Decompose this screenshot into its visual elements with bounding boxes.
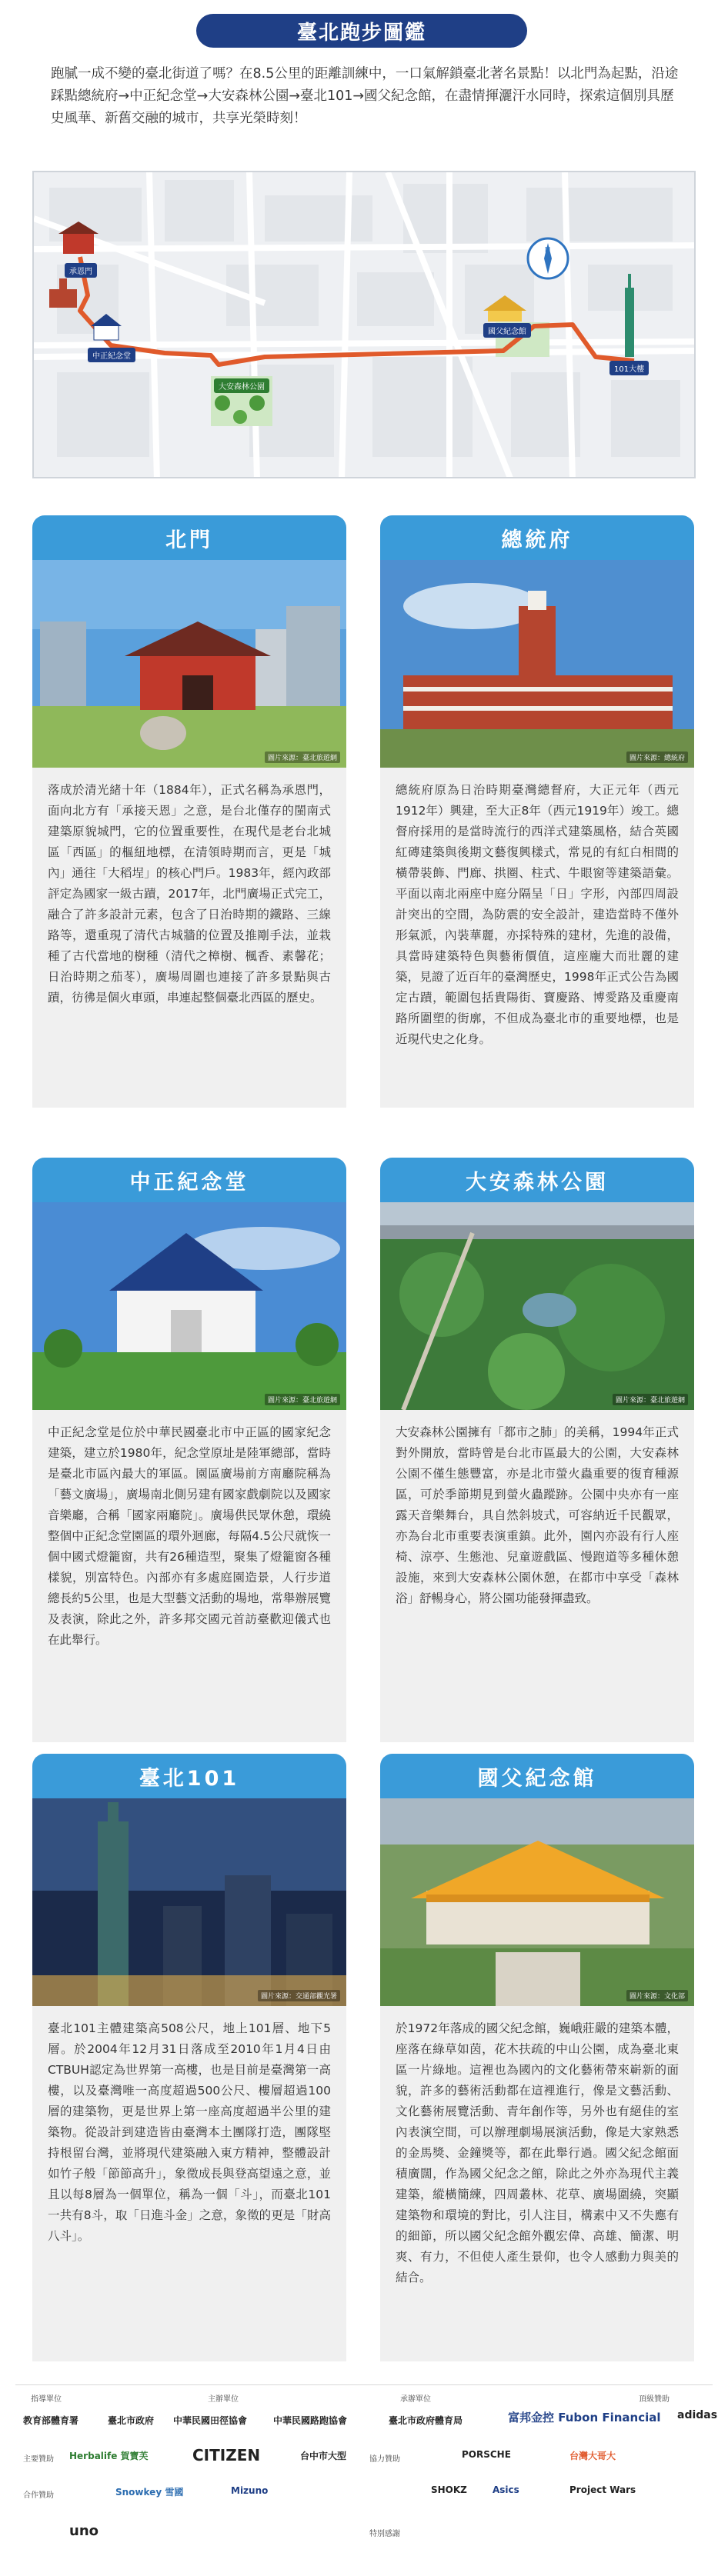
logo-sports-admin: 教育部體育署 xyxy=(23,2415,79,2426)
card-description: 大安森林公園擁有「都市之肺」的美稱，1994年正式對外開放，當時曾是台北市區最大的公園，大安森林公園不僅生態豐富，亦是北市螢火蟲重要的復育種源區，可於季節期見到螢火蟲蹤跡。公園中央亦有一座露天音樂舞台，具自然斜坡式，可容納近千民觀眾，亦為台北市重要表演重鎮。此外，園內亦設有行人座椅、涼亭、生態池、兒童遊戲區、慢跑道等多種休憩設施，來到大安森林公園休憩，在都市中享受「森林浴」舒暢身心，將公園功能發揮盡致。 xyxy=(396,1425,679,1605)
presidential-office-photo xyxy=(380,560,694,768)
logo-adidas: adidas xyxy=(677,2409,718,2421)
footer-label-thanks: 特別感謝 xyxy=(369,2530,400,2538)
logo-taipei-gov: 臺北市政府 xyxy=(108,2415,155,2426)
map-label-cks: 中正紀念堂 xyxy=(88,348,135,362)
card-description: 中正紀念堂是位於中華民國臺北市中正區的國家紀念建築，建立於1980年，紀念堂原址是陸軍總部，當時是臺北市區內最大的軍區。園區廣場前方南廳院稱為「藝文廣場」，廣場南北側另建有國家戲劇院以及國家音樂廳，合稱「國家兩廳院」。廣場供民眾休憩，環繞整個中正紀念堂園區的環外迴廊，每隔4.5公尺就恢一個中國式燈籠窗，共有26種造型，聚集了燈籠窗各種樣貌，別富特色。內部亦有多處庭園造景，人行步道總長約5公里，也是大型藝文活動的場地，常舉辦展覽及表演，除此之外，許多邦交國元首訪臺歡迎儀式也在此舉行。 xyxy=(48,1425,331,1647)
logo-shokz: SHOKZ xyxy=(431,2484,467,2495)
sun-yat-sen-memorial-photo xyxy=(380,1798,694,2006)
svg-text:N: N xyxy=(545,246,551,255)
footer-label-main: 主要贊助 xyxy=(23,2455,54,2464)
card-north-gate xyxy=(32,515,346,1108)
logo-uno: uno xyxy=(69,2523,99,2539)
logo-snowkey: Snowkey 雪國 xyxy=(115,2487,184,2498)
photo-credit: 圖片來源：總統府 xyxy=(626,751,688,763)
logo-citizen: CITIZEN xyxy=(192,2446,261,2464)
logo-mizuno: Mizuno xyxy=(231,2485,269,2496)
photo-credit: 圖片來源：臺北旅遊網 xyxy=(265,751,340,763)
card-title: 臺北101 xyxy=(32,1754,346,1798)
route-map-graphic xyxy=(34,172,696,478)
footer-label-premium: 頂級贊助 xyxy=(639,2395,670,2404)
card-description: 臺北101主體建築高508公尺，地上101層、地下5層。於2004年12月31日落成至2010年1月4日由CTBUH認定為世界第一高樓，也是目前是臺灣第一高樓，以及臺灣唯一高度超過500公尺、樓層超過100層的建築物，更是世界上第一座高度超過半公里的建築物。從設計到建造皆由臺灣本土團隊打造，團隊堅持根留台灣，並將現代建築融入東方精神，整體設計如竹子般「節節高升」，象徵成長與登高望遠之意，並且以每8層為一個單位，稱為一個「斗」，而臺北101一共有8斗，取「日進斗金」之意，象徵的更是「財高八斗」。 xyxy=(48,2021,331,2243)
photo-credit: 圖片來源：文化部 xyxy=(626,1990,688,2001)
photo-credit: 圖片來源：臺北旅遊網 xyxy=(613,1394,688,1405)
daan-park-photo xyxy=(380,1202,694,1410)
card-title: 國父紀念館 xyxy=(380,1754,694,1798)
north-gate-photo xyxy=(32,560,346,768)
logo-fubon: 富邦金控 Fubon Financial xyxy=(508,2411,661,2424)
logo-project-wars: Project Wars xyxy=(569,2484,636,2495)
logo-taichung: 台中市大型 xyxy=(300,2451,347,2461)
card-title: 北門 xyxy=(32,515,346,560)
sponsor-footer xyxy=(0,2384,728,2576)
card-sun-yat-sen-memorial xyxy=(380,1754,694,2361)
logo-road-running: 中華民國路跑協會 xyxy=(273,2415,348,2426)
photo-credit: 圖片來源：交通部觀光署 xyxy=(258,1990,340,2001)
card-cks-memorial xyxy=(32,1158,346,1742)
footer-label-guidance: 指導單位 xyxy=(31,2395,62,2404)
card-description: 落成於清光緒十年（1884年），正式名稱為承恩門，面向北方有「承接天恩」之意，是台北僅存的閩南式建築原貌城門，它的位置重要性，在現代是老台北城區「西區」的樞紐地標，在清領時期而言，更是「城內」通往「大稻埕」的核心門戶。1983年，經內政部評定為國家一級古蹟，2017年，北門廣場正式完工，融合了許多設計元素，包含了日治時期的鐵路、三線路等，還重現了清代古城牆的位置及推剛手法，並栽種了古代當地的樹種（清代之樟樹、楓香、素馨花；日治時期之茄苳），廣場周圍也連接了許多景點與古蹟，彷彿是個火車頭，串連起整個臺北西區的歷史。 xyxy=(48,783,331,1005)
logo-sports-dept: 臺北市政府體育局 xyxy=(389,2415,463,2426)
map-label-sun-yat-sen: 國父紀念館 xyxy=(483,323,531,338)
card-description: 總統府原為日治時期臺灣總督府，大正元年（西元1912年）興建，至大正8年（西元1919年）竣工。總督府採用的是當時流行的西洋式建築風格，結合英國紅磚建築與後期文藝復興樣式，常見的有紅白相間的橫帶裝飾、門廊、拱圈、柱式、牛眼窗等建築語彙。平面以南北兩座中庭分隔呈「日」字形，內部四周設計突出的空間，為防震的安全設計，建造當時不僅外形氣派，內裝華麗，亦採特殊的建材，先進的設備，具當時建築特色與藝術價值，這座龐大而壯麗的建築，見證了近百年的臺灣歷史，1998年正式公告為國定古蹟，範圍包括貴陽街、寶慶路、博愛路及重慶南路所圍塑的街廓，不但成為臺北市的重要地標，也是近現代史之化身。 xyxy=(396,783,679,1046)
card-title: 中正紀念堂 xyxy=(32,1158,346,1202)
card-presidential-office xyxy=(380,515,694,1108)
card-taipei-101 xyxy=(32,1754,346,2361)
photo-credit: 圖片來源：臺北旅遊網 xyxy=(265,1394,340,1405)
card-title: 大安森林公園 xyxy=(380,1158,694,1202)
footer-label-host: 主辦單位 xyxy=(208,2395,239,2404)
card-description: 於1972年落成的國父紀念館，巍峨莊嚴的建築本體，座落在綠草如茵，花木扶疏的中山公園，成為臺北東區一片綠地。這裡也為國內的文化藝術帶來嶄新的面貌，許多的藝術活動都在這裡進行，像是文藝活動、文化藝術展覽活動、青年創作等，另外也有絕佳的室內表演空間，可以辦理劇場展演活動，像是大家熟悉的金馬獎、金鐘獎等，都在此舉行過。國父紀念館面積廣闊，作為國父紀念之館，除此之外亦為現代主義建築，縱橫簡練，四周叢林、花草、廣場圍繞，突顯建築物和環境的對比，引人注目，構素中又不失應有的細節，所以國父紀念館外觀宏偉、高雄、簡潔、明爽、有力，不但使人產生景仰，也令人感動力與美的結合。 xyxy=(396,2021,679,2284)
logo-asics: Asics xyxy=(493,2484,519,2495)
logo-porsche: PORSCHE xyxy=(462,2449,511,2460)
map-label-daan-park: 大安森林公園 xyxy=(214,378,269,393)
card-title: 總統府 xyxy=(380,515,694,560)
logo-taiwan-mobile: 台灣大哥大 xyxy=(569,2451,616,2461)
cks-memorial-photo xyxy=(32,1202,346,1410)
page-title: 臺北跑步圖鑑 xyxy=(196,14,527,48)
footer-label-partner: 合作贊助 xyxy=(23,2491,54,2500)
footer-label-organizer: 承辦單位 xyxy=(400,2395,431,2404)
route-map xyxy=(32,171,696,478)
map-label-north-gate: 承恩門 xyxy=(65,263,97,278)
card-daan-park xyxy=(380,1158,694,1742)
taipei-101-photo xyxy=(32,1798,346,2006)
compass-icon xyxy=(528,238,568,278)
footer-divider xyxy=(15,2384,713,2385)
intro-paragraph: 跑膩一成不變的臺北街道了嗎？在8.5公里的距離訓練中，一口氣解鎖臺北著名景點！以北門為起點，沿途踩點總統府→中正紀念堂→大安森林公園→臺北101→國父紀念館，在盡情揮灑汗水同時，探索這個別具歷史風華、新舊交融的城市，共享光榮時刻！ xyxy=(51,66,679,126)
map-label-101: 101大樓 xyxy=(609,361,649,375)
logo-ctaaa: 中華民國田徑協會 xyxy=(173,2415,248,2426)
logo-herbalife: Herbalife 賀寶芙 xyxy=(69,2451,149,2461)
footer-label-support: 協力贊助 xyxy=(369,2455,400,2464)
